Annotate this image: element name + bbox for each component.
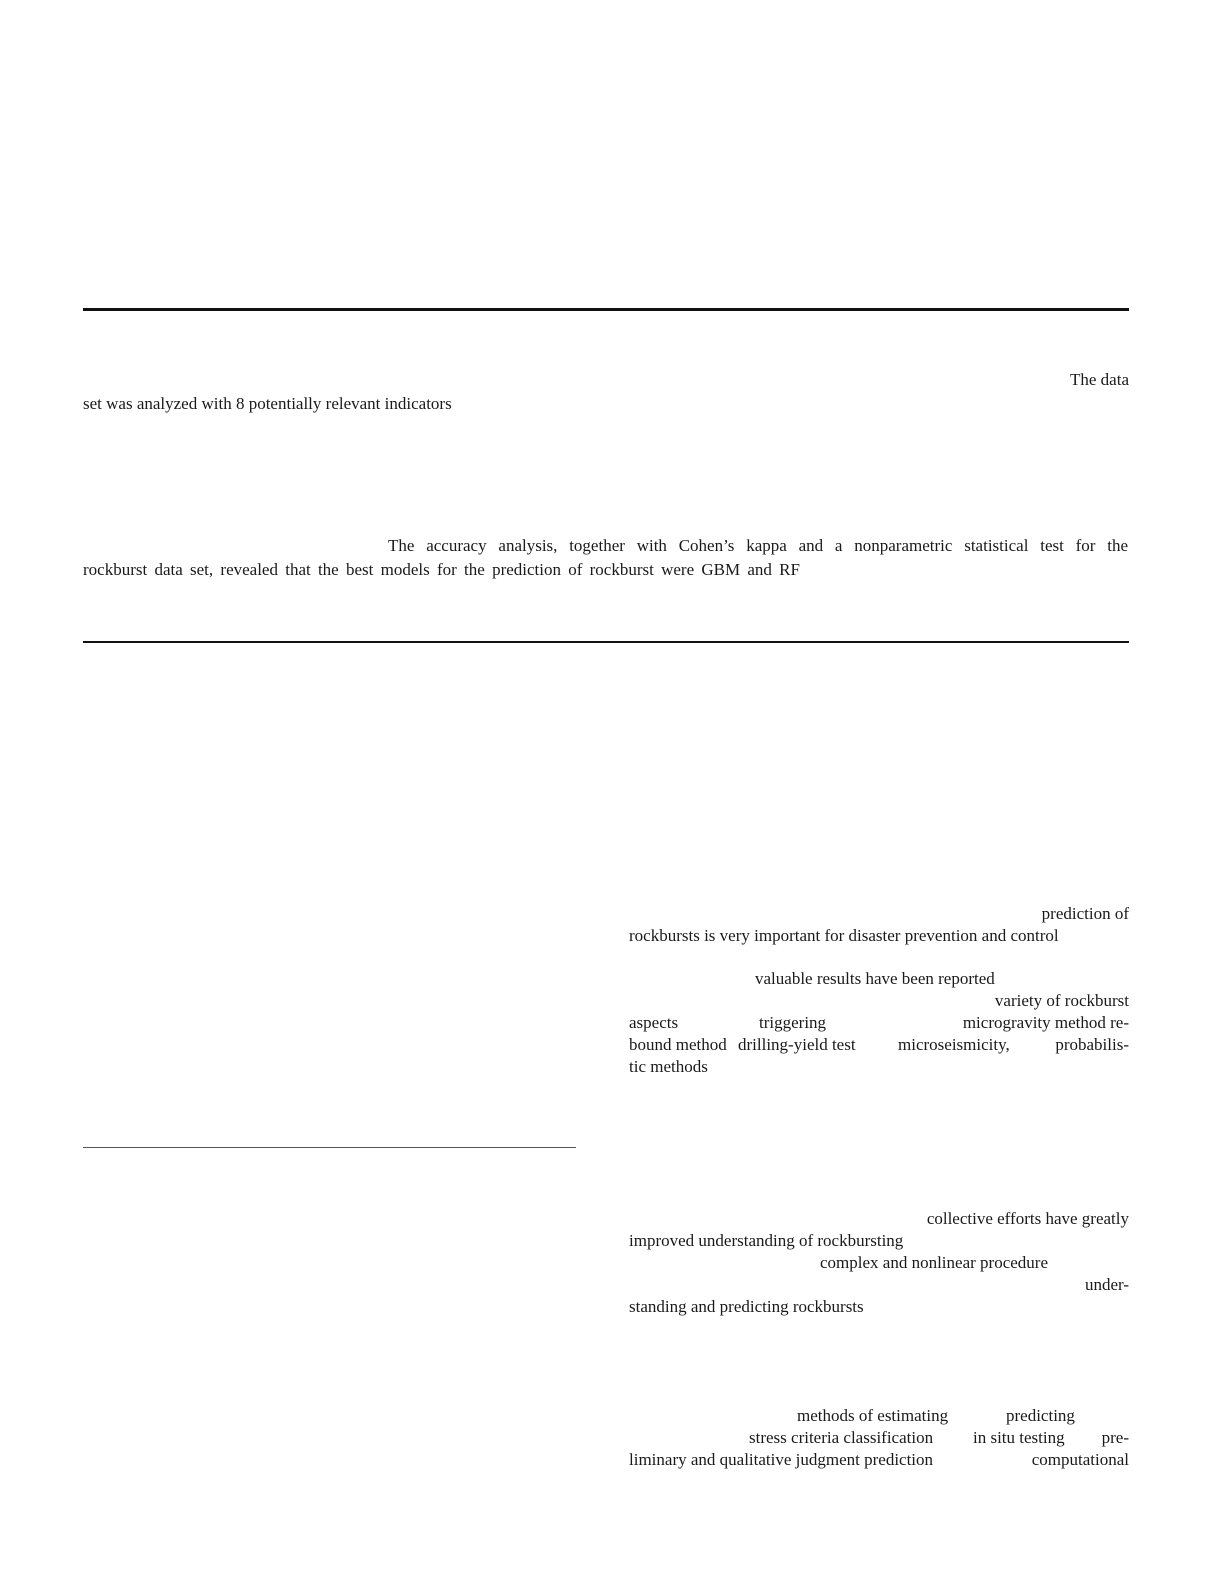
intro-p1-line6a: bound method <box>629 1035 727 1054</box>
intro-p1-line5b: triggering <box>759 1013 827 1032</box>
intro-p2-line2: improved understanding of rockbursting <box>629 1231 904 1250</box>
abstract-top-rule <box>83 308 1129 311</box>
intro-p1-line1: prediction of <box>1041 904 1129 923</box>
abstract-line1-end: The data <box>1070 370 1129 389</box>
abstract-line3-end: The accuracy analysis, together with Cohen’s kappa and a nonparametric statistical test for the <box>388 536 1128 555</box>
intro-p2-line4: under- <box>1084 1275 1129 1294</box>
intro-p3-line2a: stress criteria classification <box>749 1428 934 1447</box>
intro-p3-line3a: liminary and qualitative judgment prediction <box>629 1450 934 1469</box>
intro-p2-line1: collective efforts have greatly <box>926 1209 1129 1228</box>
intro-p1-line7: tic methods <box>629 1057 708 1076</box>
footnote-rule <box>83 1147 576 1148</box>
abstract-line2: set was analyzed with 8 potentially relevant indicators <box>83 394 452 413</box>
abstract-bottom-rule <box>83 641 1129 643</box>
intro-p1-line4: variety of rockburst <box>994 991 1129 1010</box>
intro-p3-line3b: computational <box>1031 1450 1129 1469</box>
intro-p3-line2c: pre- <box>1101 1428 1129 1447</box>
abstract-line4: rockburst data set, revealed that the best models for the prediction of rockburst were GBM and RF <box>83 560 800 579</box>
intro-p2-line3: complex and nonlinear procedure <box>820 1253 1048 1272</box>
intro-p1-line5a: aspects <box>629 1013 679 1032</box>
intro-p1-line5c: microgravity method re- <box>962 1013 1129 1032</box>
intro-p1-line6c: microseismicity, <box>898 1035 1010 1054</box>
intro-p3-line2b: in situ testing <box>973 1428 1065 1447</box>
intro-p1-line6d: probabilis- <box>1055 1035 1129 1054</box>
intro-p3-line1b: predicting <box>1006 1406 1075 1425</box>
intro-p1-line3: valuable results have been reported <box>755 969 995 988</box>
intro-p2-line5: standing and predicting rockbursts <box>629 1297 864 1316</box>
intro-p3-line1a: methods of estimating <box>797 1406 949 1425</box>
intro-p1-line6b: drilling-yield test <box>738 1035 856 1054</box>
intro-p1-line2: rockbursts is very important for disaster prevention and control <box>629 926 1059 945</box>
